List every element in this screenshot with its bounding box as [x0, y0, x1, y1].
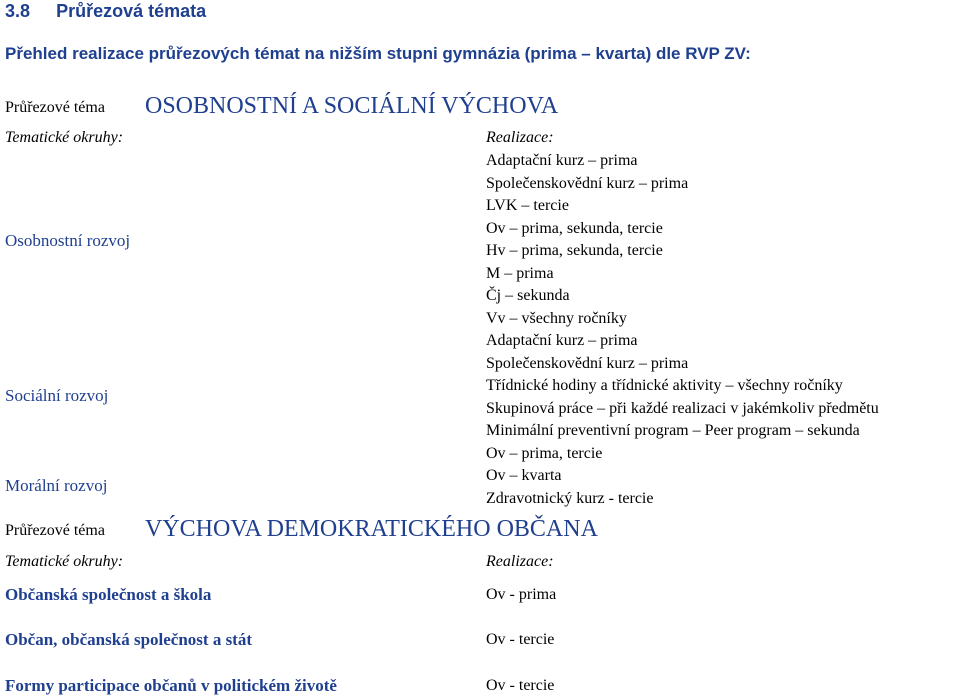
okruh-formy-participace: Formy participace občanů v politickém životě	[5, 676, 337, 695]
realizace-item: Čj – sekunda	[486, 287, 570, 304]
theme2-label: Průřezové téma	[5, 522, 105, 539]
realizace-ov-tercie-2: Ov - tercie	[486, 677, 555, 694]
realizace-item: Minimální preventivní program – Peer program – sekunda	[486, 422, 860, 439]
realizace-item: Vv – všechny ročníky	[486, 309, 627, 327]
realizace-item: Ov – prima, sekunda, tercie	[486, 219, 663, 237]
okruh-osobnostni-rozvoj: Osobnostní rozvoj	[5, 231, 131, 250]
realizace-item: Zdravotnický kurz - tercie	[486, 489, 654, 507]
realizace-item: M – prima	[486, 264, 554, 282]
realizace-item: Společenskovědní kurz – prima	[486, 354, 689, 372]
theme1-okruhy-label: Tematické okruhy:	[5, 129, 124, 146]
realizace-item: Společenskovědní kurz – prima	[486, 174, 689, 192]
theme1-realizace-label: Realizace:	[486, 129, 554, 146]
overview-text: Přehled realizace průřezových témat na nižším stupni gymnázia (prima – kvarta) dle RVP ZV:	[5, 44, 751, 63]
realizace-item: LVK – tercie	[486, 197, 569, 214]
okruh-moralni-rozvoj: Morální rozvoj	[5, 476, 108, 495]
realizace-item: Ov – kvarta	[486, 467, 562, 484]
realizace-item: Hv – prima, sekunda, tercie	[486, 242, 663, 259]
realizace-ov-tercie: Ov - tercie	[486, 631, 555, 648]
theme1-name: OSOBNOSTNÍ A SOCIÁLNÍ VÝCHOVA	[145, 93, 559, 119]
realizace-item: Adaptační kurz – prima	[486, 152, 638, 169]
theme2-okruhy-label: Tematické okruhy:	[5, 553, 124, 570]
okruh-obcanska-spolecnost-a-skola: Občanská společnost a škola	[5, 585, 212, 604]
realizace-item: Ov – prima, tercie	[486, 444, 603, 462]
theme1-label: Průřezové téma	[5, 99, 105, 116]
realizace-ov-prima: Ov - prima	[486, 586, 557, 603]
okruh-obcan-spolecnost-stat: Občan, občanská společnost a stát	[5, 630, 253, 649]
section-heading	[5, 1, 206, 22]
section-title: Průřezová témata	[56, 1, 207, 21]
section-number: 3.8	[5, 1, 31, 21]
realizace-item: Skupinová práce – při každé realizaci v jakémkoliv předmětu	[486, 399, 879, 417]
theme1-realizace-list	[486, 150, 879, 510]
realizace-item: Adaptační kurz – prima	[486, 332, 638, 349]
realizace-item: Třídnické hodiny a třídnické aktivity – všechny ročníky	[486, 377, 843, 394]
theme2-name: VÝCHOVA DEMOKRATICKÉHO OBČANA	[145, 516, 598, 542]
okruh-socialni-rozvoj: Sociální rozvoj	[5, 386, 109, 405]
theme2-realizace-label: Realizace:	[486, 553, 554, 570]
